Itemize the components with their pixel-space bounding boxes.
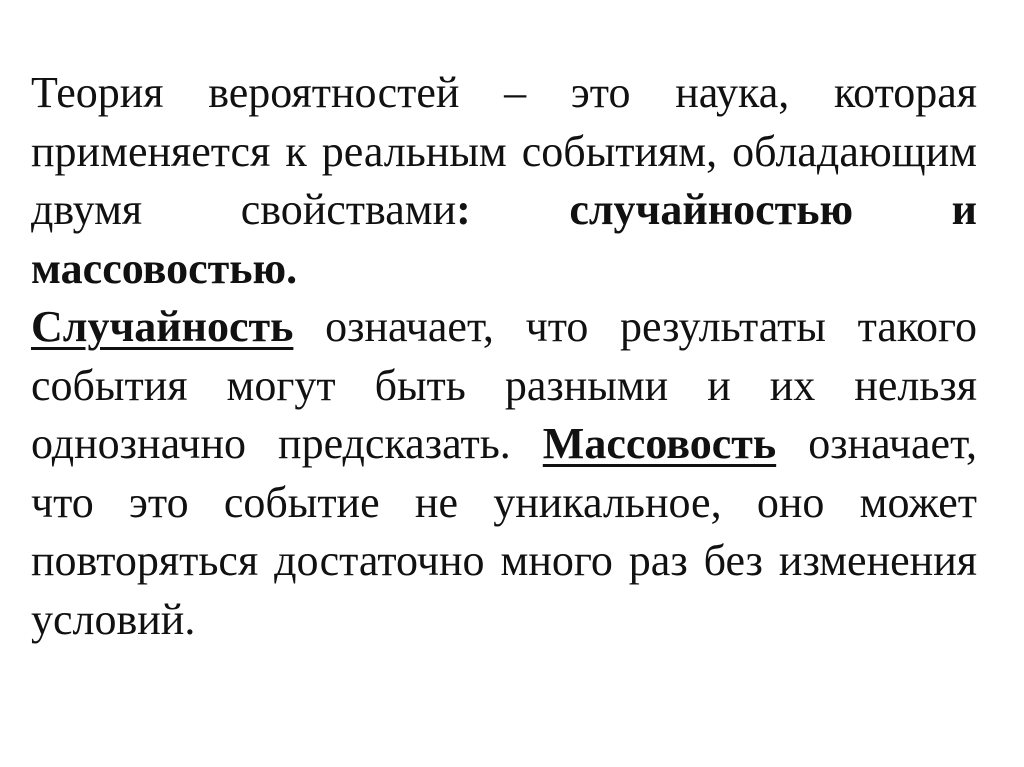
definition-emphasis: случайностью и массовостью. <box>31 185 978 293</box>
randomness-explanation: означает, что результаты такого события могут быть разными и их нельзя однозначно предсказать. <box>31 302 977 468</box>
term-randomness: Случайность <box>31 302 294 351</box>
term-mass-character: Массовость <box>542 419 777 468</box>
definition-paragraph <box>31 68 977 293</box>
mass-character-explanation: означает, что это событие не уникальное, оно может повторяться достаточно много раз без изменения условий. <box>31 419 977 644</box>
definition-text: Теория вероятностей – это наука, которая применяется к реальным событиям, обладающим двумя свойствами <box>31 68 977 234</box>
definition-colon: : <box>456 185 471 234</box>
slide-body <box>31 64 977 649</box>
explanation-paragraph <box>31 302 977 644</box>
